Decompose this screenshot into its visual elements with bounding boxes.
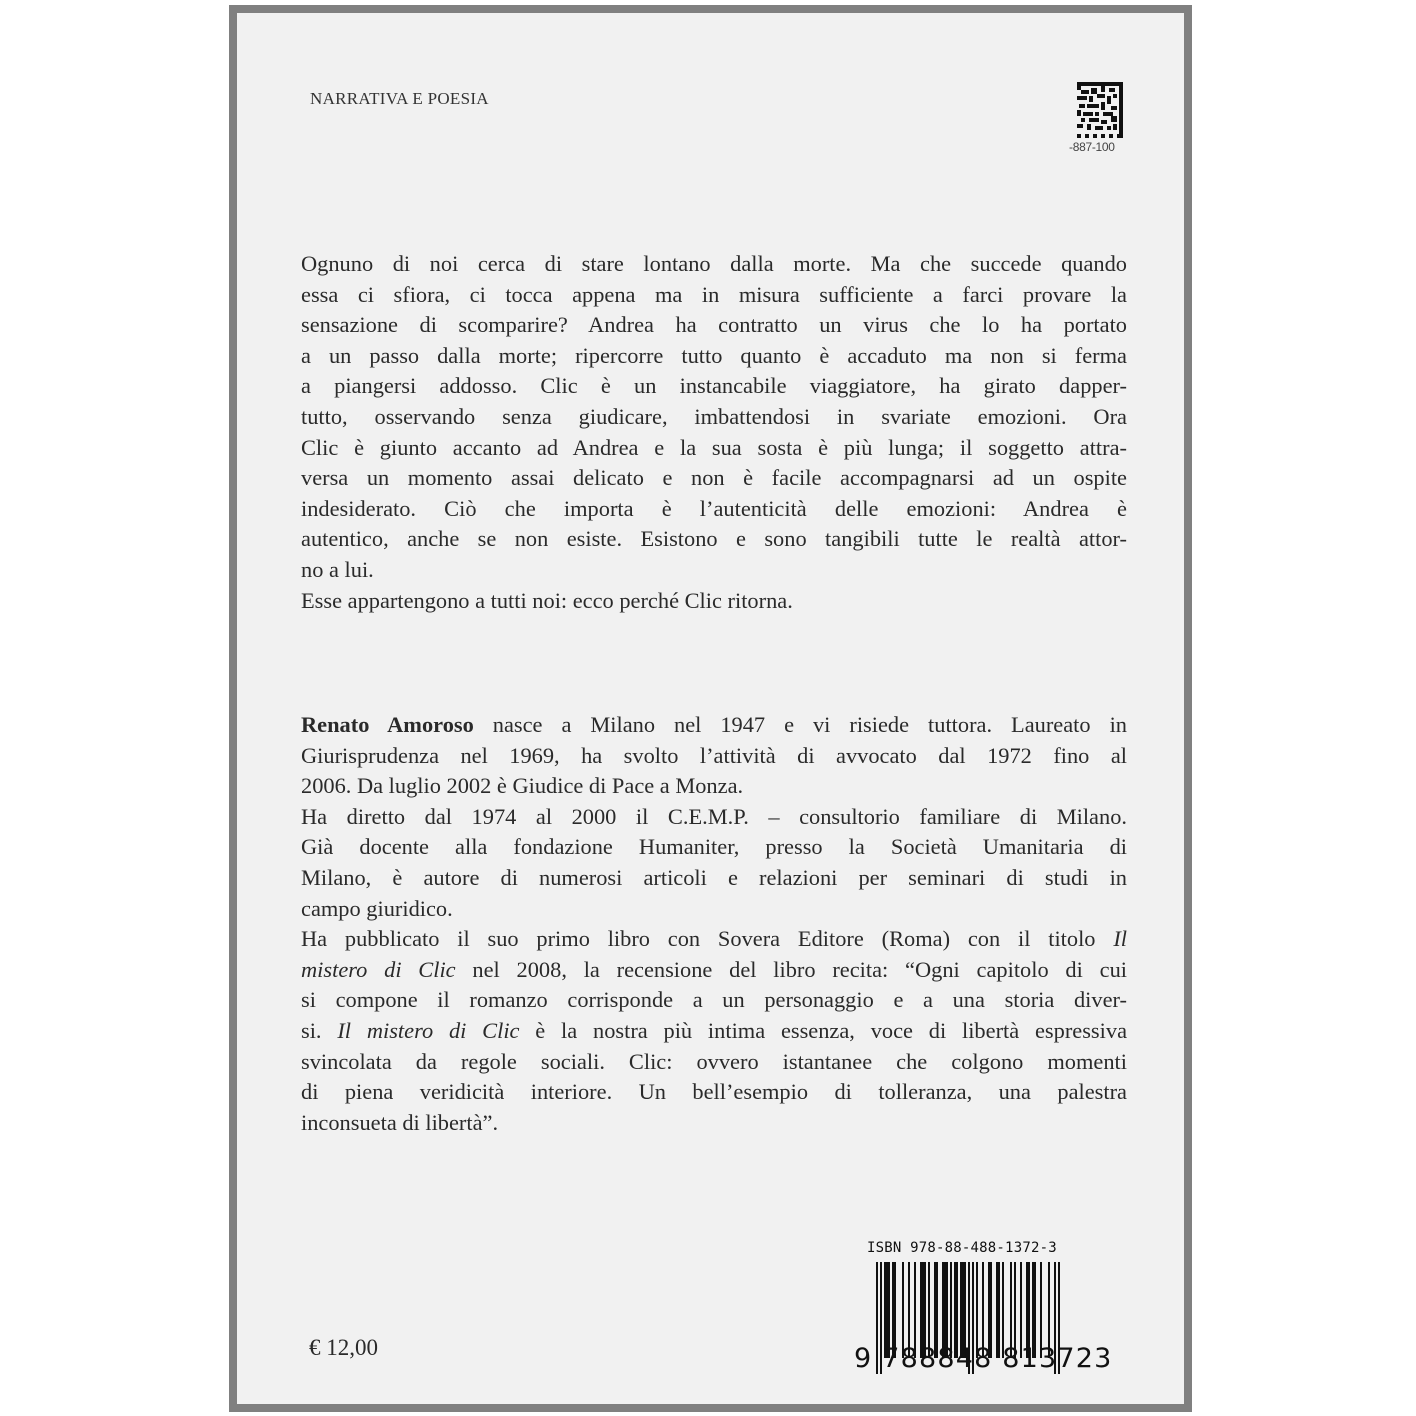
bio-line: Milano, è autore di numerosi articoli e relazioni per seminari di studi in	[301, 864, 1127, 890]
bio-text: nel 2008, la recensione del libro recita: “Ogni capitolo di cui	[455, 956, 1127, 982]
blurb-line: Ognuno di noi cerca di stare lontano dalla morte. Ma che succede quando	[301, 251, 1127, 276]
bio-line	[301, 710, 1127, 741]
bio-line: Già docente alla fondazione Humaniter, presso la Società Umanitaria di	[301, 834, 1127, 860]
bio-text: è la nostra più intima essenza, voce di libertà espressiva	[519, 1017, 1128, 1043]
author-bio	[301, 710, 1127, 1138]
bio-line: si compone il romanzo corrisponde a un personaggio e a una storia diver-	[301, 987, 1127, 1013]
book-title-italic: mistero di Clic	[301, 956, 456, 982]
bio-line: campo giuridico.	[301, 895, 453, 921]
bio-text: si.	[301, 1017, 338, 1043]
series-label: NARRATIVA E POESIA	[310, 89, 489, 108]
isbn-barcode	[854, 1240, 1134, 1380]
blurb-line: a un passo dalla morte; ripercorre tutto quanto è accaduto ma non si ferma	[301, 342, 1127, 368]
bio-line: Giurisprudenza nel 1969, ha svolto l’attività di avvocato dal 1972 fino al	[301, 742, 1127, 768]
book-title-italic: Il	[1113, 926, 1127, 952]
ean-group-1: 788848	[882, 1343, 993, 1374]
ean-group-2: 813723	[1002, 1343, 1113, 1374]
author-name: Renato Amoroso	[301, 712, 474, 737]
price-label: € 12,00	[309, 1335, 378, 1360]
blurb-line: indesiderato. Ciò che importa è l’autenticità delle emozioni: Andrea è	[301, 495, 1127, 521]
blurb-line: Esse appartengono a tutti noi: ecco perché Clic ritorna.	[301, 587, 793, 613]
blurb-line: a piangersi addosso. Clic è un instancabile viaggiatore, ha girato dapper-	[301, 373, 1127, 399]
bio-line: di piena veridicità interiore. Un bell’esempio di tolleranza, una palestra	[301, 1079, 1127, 1105]
bio-line	[301, 955, 1127, 986]
bio-line	[301, 1016, 1127, 1047]
blurb-line: versa un momento assai delicato e non è facile accompagnarsi ad un ospite	[301, 465, 1127, 491]
ean-first-digit: 9	[854, 1343, 873, 1374]
bio-line	[301, 924, 1127, 955]
blurb-line: no a lui.	[301, 556, 374, 582]
datamatrix-code-icon	[1077, 82, 1123, 138]
bio-line: 2006. Da luglio 2002 è Giudice di Pace a Monza.	[301, 773, 744, 799]
blurb-line: Clic è giunto accanto ad Andrea e la sua sosta è più lunga; il soggetto attra-	[301, 434, 1127, 460]
blurb-line: autentico, anche se non esiste. Esistono e sono tangibili tutte le realtà attor-	[301, 526, 1127, 552]
cover-frame	[229, 5, 1192, 1412]
blurb-line: tutto, osservando senza giudicare, imbattendosi in svariate emozioni. Ora	[301, 403, 1127, 429]
blurb-line: sensazione di scomparire? Andrea ha contratto un virus che lo ha portato	[301, 312, 1127, 338]
bio-text: nasce a Milano nel 1947 e vi risiede tuttora. Laureato in	[473, 712, 1127, 737]
blurb-paragraph	[301, 249, 1127, 616]
book-title-italic: Il mistero di Clic	[337, 1017, 520, 1043]
datamatrix-code-text: -887-100	[1069, 140, 1115, 154]
bio-text: Ha pubblicato il suo primo libro con Sovera Editore (Roma) con il titolo	[301, 926, 1114, 952]
ean-digits	[854, 1343, 1113, 1374]
book-back-cover	[237, 13, 1184, 1404]
isbn-label: ISBN 978-88-488-1372-3	[867, 1240, 1057, 1256]
bio-line: Ha diretto dal 1974 al 2000 il C.E.M.P. – consultorio familiare di Milano.	[301, 803, 1127, 829]
bio-line: inconsueta di libertà”.	[301, 1109, 499, 1135]
bio-line: svincolata da regole sociali. Clic: ovvero istantanee che colgono momenti	[301, 1048, 1127, 1074]
blurb-line: essa ci sfiora, ci tocca appena ma in misura sufficiente a farci provare la	[301, 281, 1127, 307]
